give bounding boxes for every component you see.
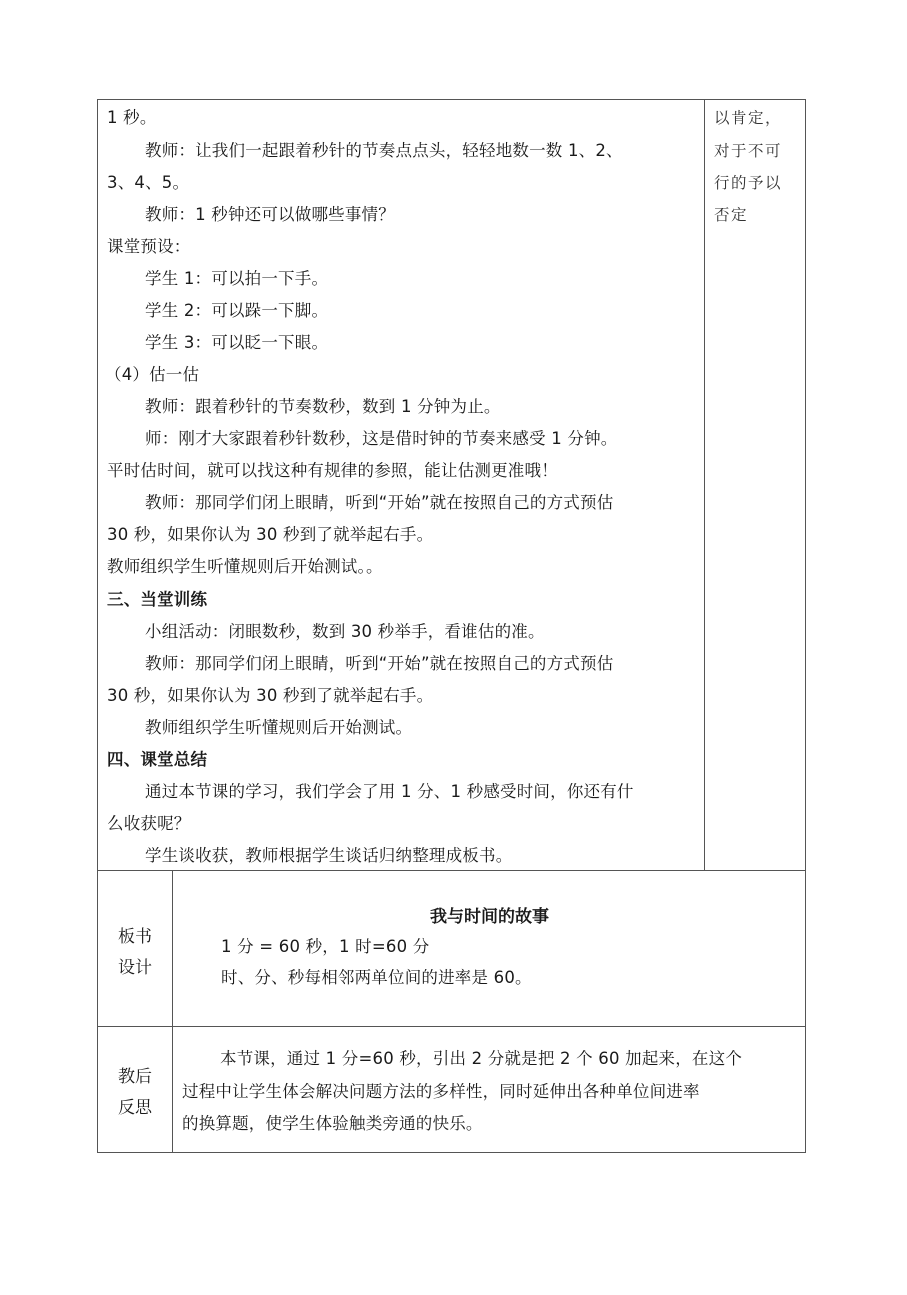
content-line: 学生 1：可以拍一下手。 [145, 269, 329, 288]
reflection-label: 反思 [118, 1098, 152, 1118]
reflection-line: 本节课，通过 1 分=60 秒，引出 2 分就是把 2 个 60 加起来，在这个 [220, 1049, 743, 1068]
board-label: 设计 [118, 958, 152, 978]
content-line: 教师：跟着秒针的节奏数秒，数到 1 分钟为止。 [145, 397, 501, 416]
border-bottom [97, 1152, 806, 1153]
content-line: 教师：1 秒钟还可以做哪些事情？ [145, 205, 395, 224]
reflection-line: 的换算题，使学生体验触类旁通的快乐。 [182, 1114, 483, 1133]
reflection-line: 过程中让学生体会解决问题方法的多样性，同时延伸出各种单位间进率 [182, 1082, 700, 1101]
content-line: 师：刚才大家跟着秒针数秒，这是借时钟的节奏来感受 1 分钟。 [145, 429, 618, 448]
reflection-label: 教后 [118, 1067, 152, 1087]
content-line: 学生谈收获，教师根据学生谈话归纳整理成板书。 [145, 846, 513, 865]
content-line: 小组活动：闭眼数秒，数到 30 秒举手，看谁估的准。 [145, 622, 545, 641]
content-line: 教师：让我们一起跟着秒针的节奏点点头，轻轻地数一数 1、2、 [145, 141, 623, 160]
content-line: 教师组织学生听懂规则后开始测试。。 [107, 557, 383, 576]
border-top [97, 99, 806, 100]
divider-note-column [704, 99, 705, 870]
board-line: 1 分 = 60 秒，1 时=60 分 [221, 937, 430, 956]
content-line: 课堂预设： [107, 237, 191, 256]
content-line: 教师：那同学们闭上眼睛，听到“开始”就在按照自己的方式预估 [145, 654, 614, 673]
content-line: 学生 2：可以跺一下脚。 [145, 301, 329, 320]
content-line: 教师：那同学们闭上眼睛，听到“开始”就在按照自己的方式预估 [145, 493, 614, 512]
board-title: 我与时间的故事 [430, 907, 549, 927]
content-line: 学生 3：可以眨一下眼。 [145, 333, 329, 352]
board-line: 时、分、秒每相邻两单位间的进率是 60。 [221, 968, 532, 987]
content-line: 30 秒，如果你认为 30 秒到了就举起右手。 [107, 525, 434, 544]
side-note-line: 否定 [714, 206, 749, 224]
divider-row-board [97, 870, 806, 871]
content-line: 1 秒。 [107, 108, 157, 127]
border-right [805, 99, 806, 1153]
section-heading: 三、当堂训练 [107, 590, 208, 609]
side-note-line: 以肯定， [714, 109, 783, 127]
content-line: 么收获呢？ [107, 814, 191, 833]
content-line: （4）估一估 [105, 365, 200, 384]
content-line: 3、4、5。 [107, 173, 190, 192]
side-note-line: 对于不可 [714, 142, 783, 160]
content-line: 30 秒，如果你认为 30 秒到了就举起右手。 [107, 686, 434, 705]
divider-row-reflection [97, 1026, 806, 1027]
content-line: 平时估时间，就可以找这种有规律的参照，能让估测更准哦！ [107, 461, 558, 480]
content-line: 通过本节课的学习，我们学会了用 1 分、1 秒感受时间，你还有什 [145, 782, 634, 801]
side-note-line: 行的予以 [714, 174, 783, 192]
section-heading: 四、课堂总结 [107, 750, 208, 769]
content-line: 教师组织学生听懂规则后开始测试。 [145, 718, 413, 737]
board-label: 板书 [118, 927, 152, 947]
border-left [97, 99, 98, 1153]
